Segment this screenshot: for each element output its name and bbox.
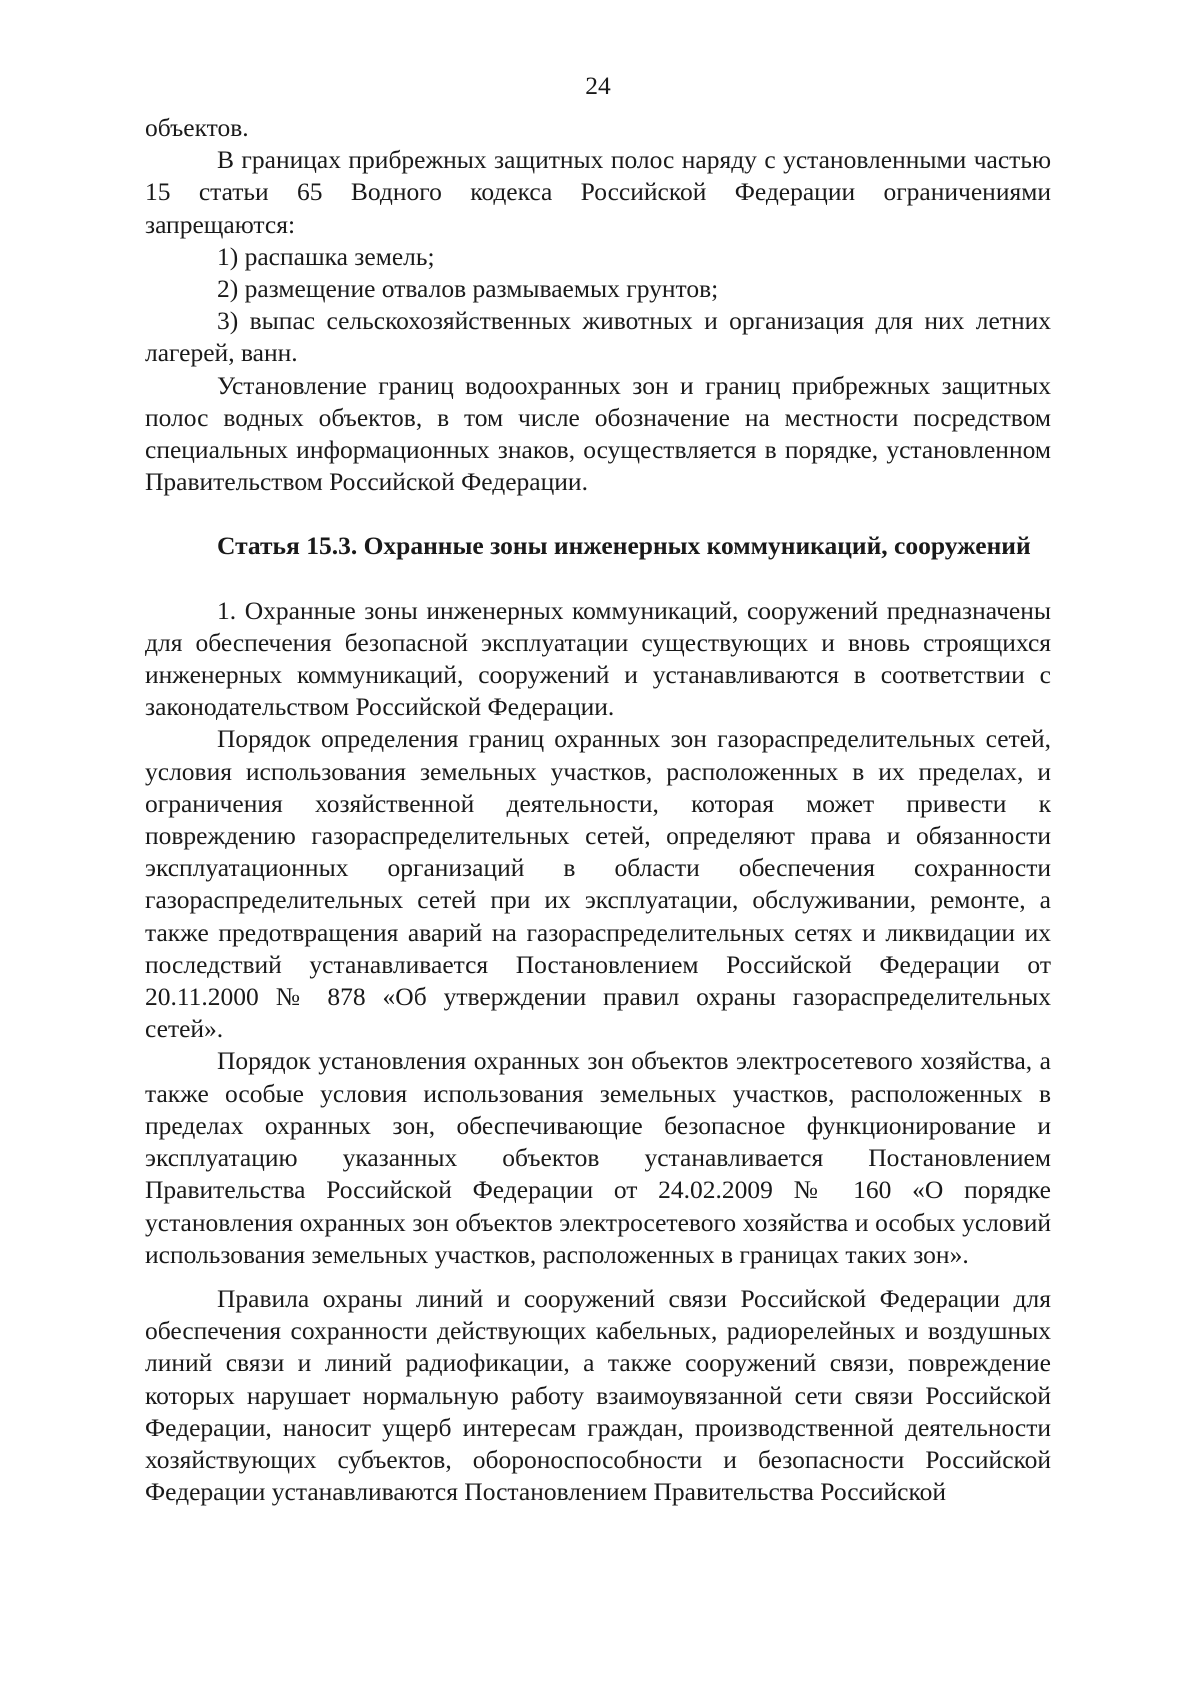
list-item: 3) выпас сельскохозяйственных животных и организация для них летних лагерей, ванн. [145, 306, 1051, 368]
paragraph: В границах прибрежных защитных полос наряду с установленными частью 15 статьи 65 Водного кодекса Российской Федерации ограничениями запрещаются: [145, 145, 1051, 239]
paragraph: Порядок определения границ охранных зон газораспределительных сетей, условия использования земельных участков, расположенных в их пределах, и ограничения хозяйственной деятельности, которая может привести к повреждению газораспределительных сетей, определяют права и обязанности эксплуатационных организаций в области обеспечения сохранности газораспределительных сетей при их эксплуатации, обслуживании, ремонте, а также предотвращения аварий на газораспределительных сетях и ликвидации их последствий устанавливается Постановлением Российской Федерации от 20.11.2000 № 878 «Об утверждении правил охраны газораспределительных сетей». [145, 724, 1051, 1044]
document-page [145, 70, 1051, 1508]
list-item: 2) размещение отвалов размываемых грунтов; [217, 274, 719, 304]
paragraph: Установление границ водоохранных зон и границ прибрежных защитных полос водных объектов, в том числе обозначение на местности посредством специальных информационных знаков, осуществляется в порядке, установленном Правительством Российской Федерации. [145, 370, 1051, 497]
paragraph: 1. Охранные зоны инженерных коммуникаций, сооружений предназначены для обеспечения безопасной эксплуатации существующих и вновь строящихся инженерных коммуникаций, сооружений и устанавливаются в соответствии с законодательством Российской Федерации. [145, 595, 1051, 722]
article-heading: Статья 15.3. Охранные зоны инженерных коммуникаций, сооружений [217, 531, 1031, 561]
paragraph: Правила охраны линий и сооружений связи Российской Федерации для обеспечения сохранности действующих кабельных, радиорелейных и воздушных линий связи и линий радиофикации, а также сооружений связи, повреждение которых нарушает нормальную работу взаимоувязанной сети связи Российской Федерации, наносит ущерб интересам граждан, производственной деятельности хозяйствующих субъектов, обороноспособности и безопасности Российской Федерации устанавливаются Постановлением Правительства Российской [145, 1283, 1051, 1507]
page-number: 24 [585, 71, 611, 100]
paragraph: объектов. [145, 113, 249, 142]
paragraph: Порядок установления охранных зон объектов электросетевого хозяйства, а также особые условия использования земельных участков, расположенных в пределах охранных зон, обеспечивающие безопасное функционирование и эксплуатацию указанных объектов устанавливается Постановлением Правительства Российской Федерации от 24.02.2009 № 160 «О порядке установления охранных зон объектов электросетевого хозяйства и особых условий использования земельных участков, расположенных в границах таких зон». [145, 1046, 1051, 1269]
list-item: 1) распашка земель; [217, 241, 435, 271]
